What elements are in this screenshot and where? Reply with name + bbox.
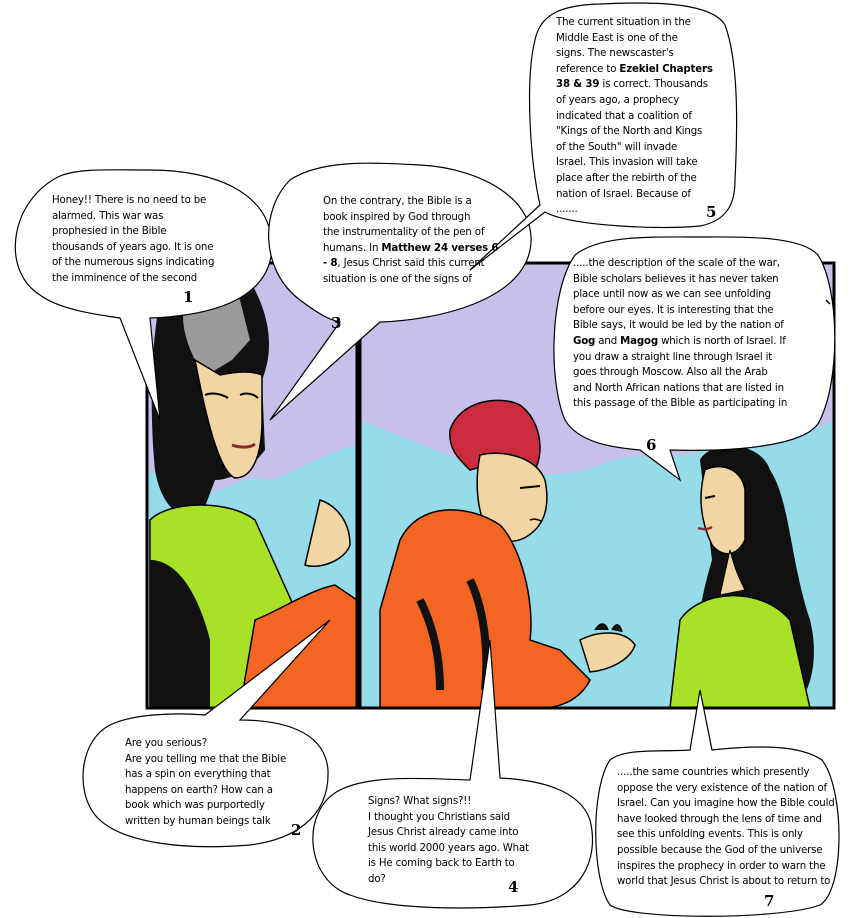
bubble-2-text <box>125 736 320 830</box>
bubble-4-number: 4 <box>508 878 519 896</box>
bubble-5-number: 5 <box>706 203 717 221</box>
bubble-7-number: 7 <box>764 892 775 910</box>
dialogue-text: .....the same countries which presently oppose the very existence of the nation of Israel. Can you imagine how the Bible could have looked through the lens of time and see this unfolding events. This is only possible because the God of the universe inspires the prophecy in order to warn the world that Jesus Christ is about to return to <box>617 767 835 888</box>
dialogue-text: Honey!! There is no need to be alarmed. This war was prophesied in the Bible thousands of years ago. It is one of the numerous signs indicating the imminence of the second <box>52 195 215 284</box>
bible-reference: Ezekiel Chapters 38 & 39 <box>556 63 713 91</box>
dialogue-text: The current situation in the Middle East is one of the signs. The newscaster's reference to <box>556 17 691 75</box>
bubble-4-text <box>368 794 568 888</box>
bubble-7-text <box>617 765 847 890</box>
dialogue-text: Are you serious? Are you telling me that the Bible has a spin on everything that happens on earth? How can a book which was purportedly written by human beings talk <box>125 738 287 827</box>
bubble-5-text <box>556 15 731 218</box>
dialogue-text: is correct. Thousands of years ago, a prophecy indicated that a coalition of "Kings of the North and Kings of the South" will invade Israel. This invasion will take place after the rebirth of the nation of Israel. Because of ....... <box>556 79 708 216</box>
dialogue-text: which is north of Israel. If you draw a straight line through Israel it goes through Moscow. Also all the Arab and North African nations that are listed in this passage of the Bible as participating in <box>573 335 788 410</box>
dialogue-text: and <box>595 335 621 347</box>
dialogue-text: .....the description of the scale of the war, Bible scholars believes it has never taken place until now as we can see unfolding before our eyes. It is interesting that the Bible says, it would be led by the nation of <box>573 258 784 332</box>
bubble-6-text <box>573 256 833 412</box>
bubble-1-text <box>52 193 242 287</box>
bible-reference: Matthew 24 verses 6 - 8 <box>323 242 499 270</box>
dialogue-text: , Jesus Christ said this current situation is one of the signs of <box>323 258 485 285</box>
dialogue-text: On the contrary, the Bible is a book inspired by God through the instrumentality of the pen of humans. In <box>323 196 485 254</box>
bible-reference: Gog <box>573 335 596 347</box>
bubble-2-number: 2 <box>291 821 302 839</box>
bubble-6-number: 6 <box>646 436 657 454</box>
bubble-1-number: 1 <box>183 288 194 306</box>
bubble-3-number: 3 <box>331 314 342 332</box>
bible-reference: Magog <box>620 335 658 347</box>
dialogue-text: Signs? What signs?!! I thought you Christians said Jesus Christ already came into this world 2000 years ago. What is He coming back to Earth to do? <box>368 796 529 885</box>
bubble-3-text <box>323 194 523 288</box>
